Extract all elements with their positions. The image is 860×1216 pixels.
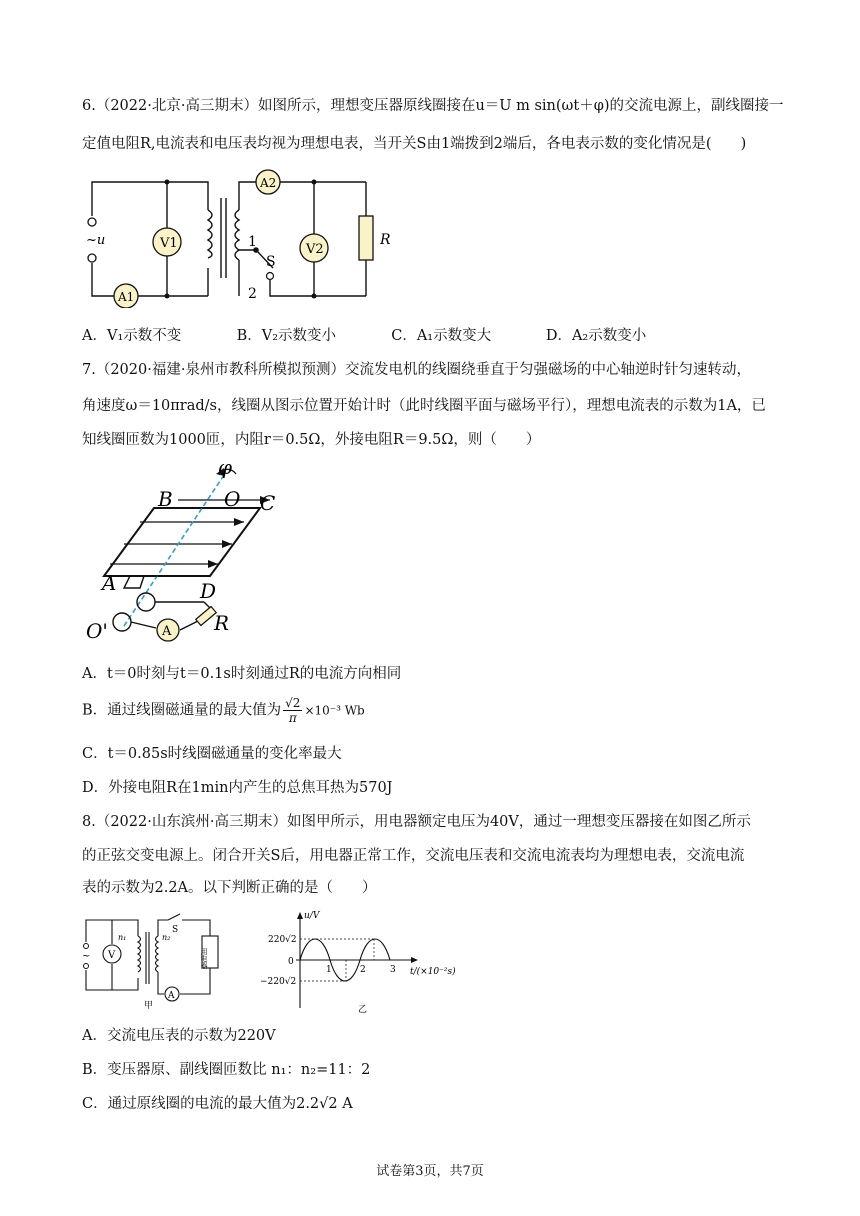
q8-option-c: C．通过原线圈的电流的最大值为2.2√2 A [82,1096,353,1112]
switch-s-label: S [266,254,276,270]
q8-stem-line1: 8.（2022·山东滨州·高三期末）如图甲所示，用电器额定电压为40V，通过一理想变压器接在如图乙所示 [82,814,751,830]
o-prime-label: O' [86,619,108,643]
d-label: D [200,579,217,603]
q6-options [82,326,696,346]
q8-switch-label: S [172,925,179,935]
q7-ammeter-label: A [162,624,172,639]
page-footer: 试卷第3页，共7页 [376,1164,484,1179]
v2-label: V2 [306,242,324,257]
a-label: A [102,571,117,595]
q7-stem-line3: 知线圈匝数为1000匝，内阻r＝0.5Ω，外接电阻R＝9.5Ω，则（ ） [82,432,541,448]
q7-option-b-num: √2 [285,696,301,710]
q7-generator-figure [84,460,304,644]
q8-waveform-figure [256,908,480,1018]
n1-label: n₁ [118,933,127,942]
q7-option-b [82,696,365,725]
waveform-x3: 3 [390,965,396,975]
q7-r-label: R [214,611,230,635]
waveform-x1: 1 [326,965,332,975]
q7-option-c: C．t＝0.85s时线圈磁通量的变化率最大 [82,746,342,762]
svg-text:~: ~ [82,951,91,962]
source-terminal-top [88,218,96,226]
terminal-1-label: 1 [248,234,257,250]
q8-circuit-figure [80,912,220,1012]
q7-stem-line1: 7.（2020·福建·泉州市教科所模拟预测）交流发电机的线圈绕垂直于匀强磁场的中心轴逆时针匀速转动， [82,362,751,378]
q7-option-b-post: ×10⁻³ Wb [304,703,365,718]
fig-jia-caption: 甲 [144,1001,154,1011]
fig-yi-caption: 乙 [358,1005,368,1015]
b-label: B [158,487,173,511]
q6-stem-line1: 6.（2022·北京·高三期末）如图所示，理想变压器原线圈接在u＝U m sin(ωt＋φ)的交流电源上，副线圈接一 [82,98,784,114]
q6-option-a: A．V₁示数不变 [82,328,182,344]
q7-option-b-fraction [283,696,302,725]
resistor-r [359,216,373,260]
q7-option-b-pre: B．通过线圈磁通量的最大值为 [82,702,282,719]
q8-option-a: A．交流电压表的示数为220V [82,1028,276,1044]
waveform-xlabel: t/(×10⁻²s) [410,967,456,977]
q7-stem-line2: 角速度ω＝10πrad/s，线圈从图示位置开始计时（此时线圈平面与磁场平行），理想电流表的示数为1A，已 [82,398,766,414]
q8-ammeter-label: A [168,991,175,1001]
q8-option-b: B．变压器原、副线圈匝数比 n₁：n₂=11：2 [82,1062,371,1078]
q6-option-c: C．A₁示数变大 [391,328,492,344]
v1-label: V1 [160,236,178,251]
c-label: C [260,491,276,515]
waveform-zero: 0 [288,957,294,967]
source-label: ~u [86,233,106,248]
a1-label: A1 [118,290,135,304]
n2-label: n₂ [162,933,171,942]
q6-option-b: B．V₂示数变小 [236,328,337,344]
q6-stem-line2: 定值电阻R,电流表和电压表均视为理想电表，当开关S由1端拨到2端后，各电表示数的变化情况是( ) [82,136,747,152]
a2-label: A2 [260,176,277,190]
phi-label: φ [218,460,233,479]
q8-load-label: 用电器 [200,948,208,969]
waveform-ylabel: u/V [304,911,320,921]
q8-voltmeter-label: V [108,950,116,961]
o-label: O [224,487,241,511]
q8-stem-line2: 的正弦交变电源上。闭合开关S后，用电器正常工作，交流电压表和交流电流表均为理想电表，交流电流 [82,848,745,864]
q6-option-d: D．A₂示数变小 [545,328,647,344]
q7-option-b-den: π [288,711,297,725]
terminal-2-label: 2 [248,286,257,302]
waveform-x2: 2 [360,965,366,975]
q6-circuit-figure [80,168,400,308]
q8-stem-line3: 表的示数为2.2A。以下判断正确的是（ ） [82,880,377,896]
r-label: R [380,232,391,248]
q7-option-d: D．外接电阻R在1min内产生的总焦耳热为570J [82,780,393,796]
waveform-ytop: 220√2 [268,935,297,945]
waveform-ybot: −220√2 [260,977,297,987]
q7-option-a: A．t＝0时刻与t＝0.1s时刻通过R的电流方向相同 [82,666,402,682]
source-terminal-bottom [88,254,96,262]
